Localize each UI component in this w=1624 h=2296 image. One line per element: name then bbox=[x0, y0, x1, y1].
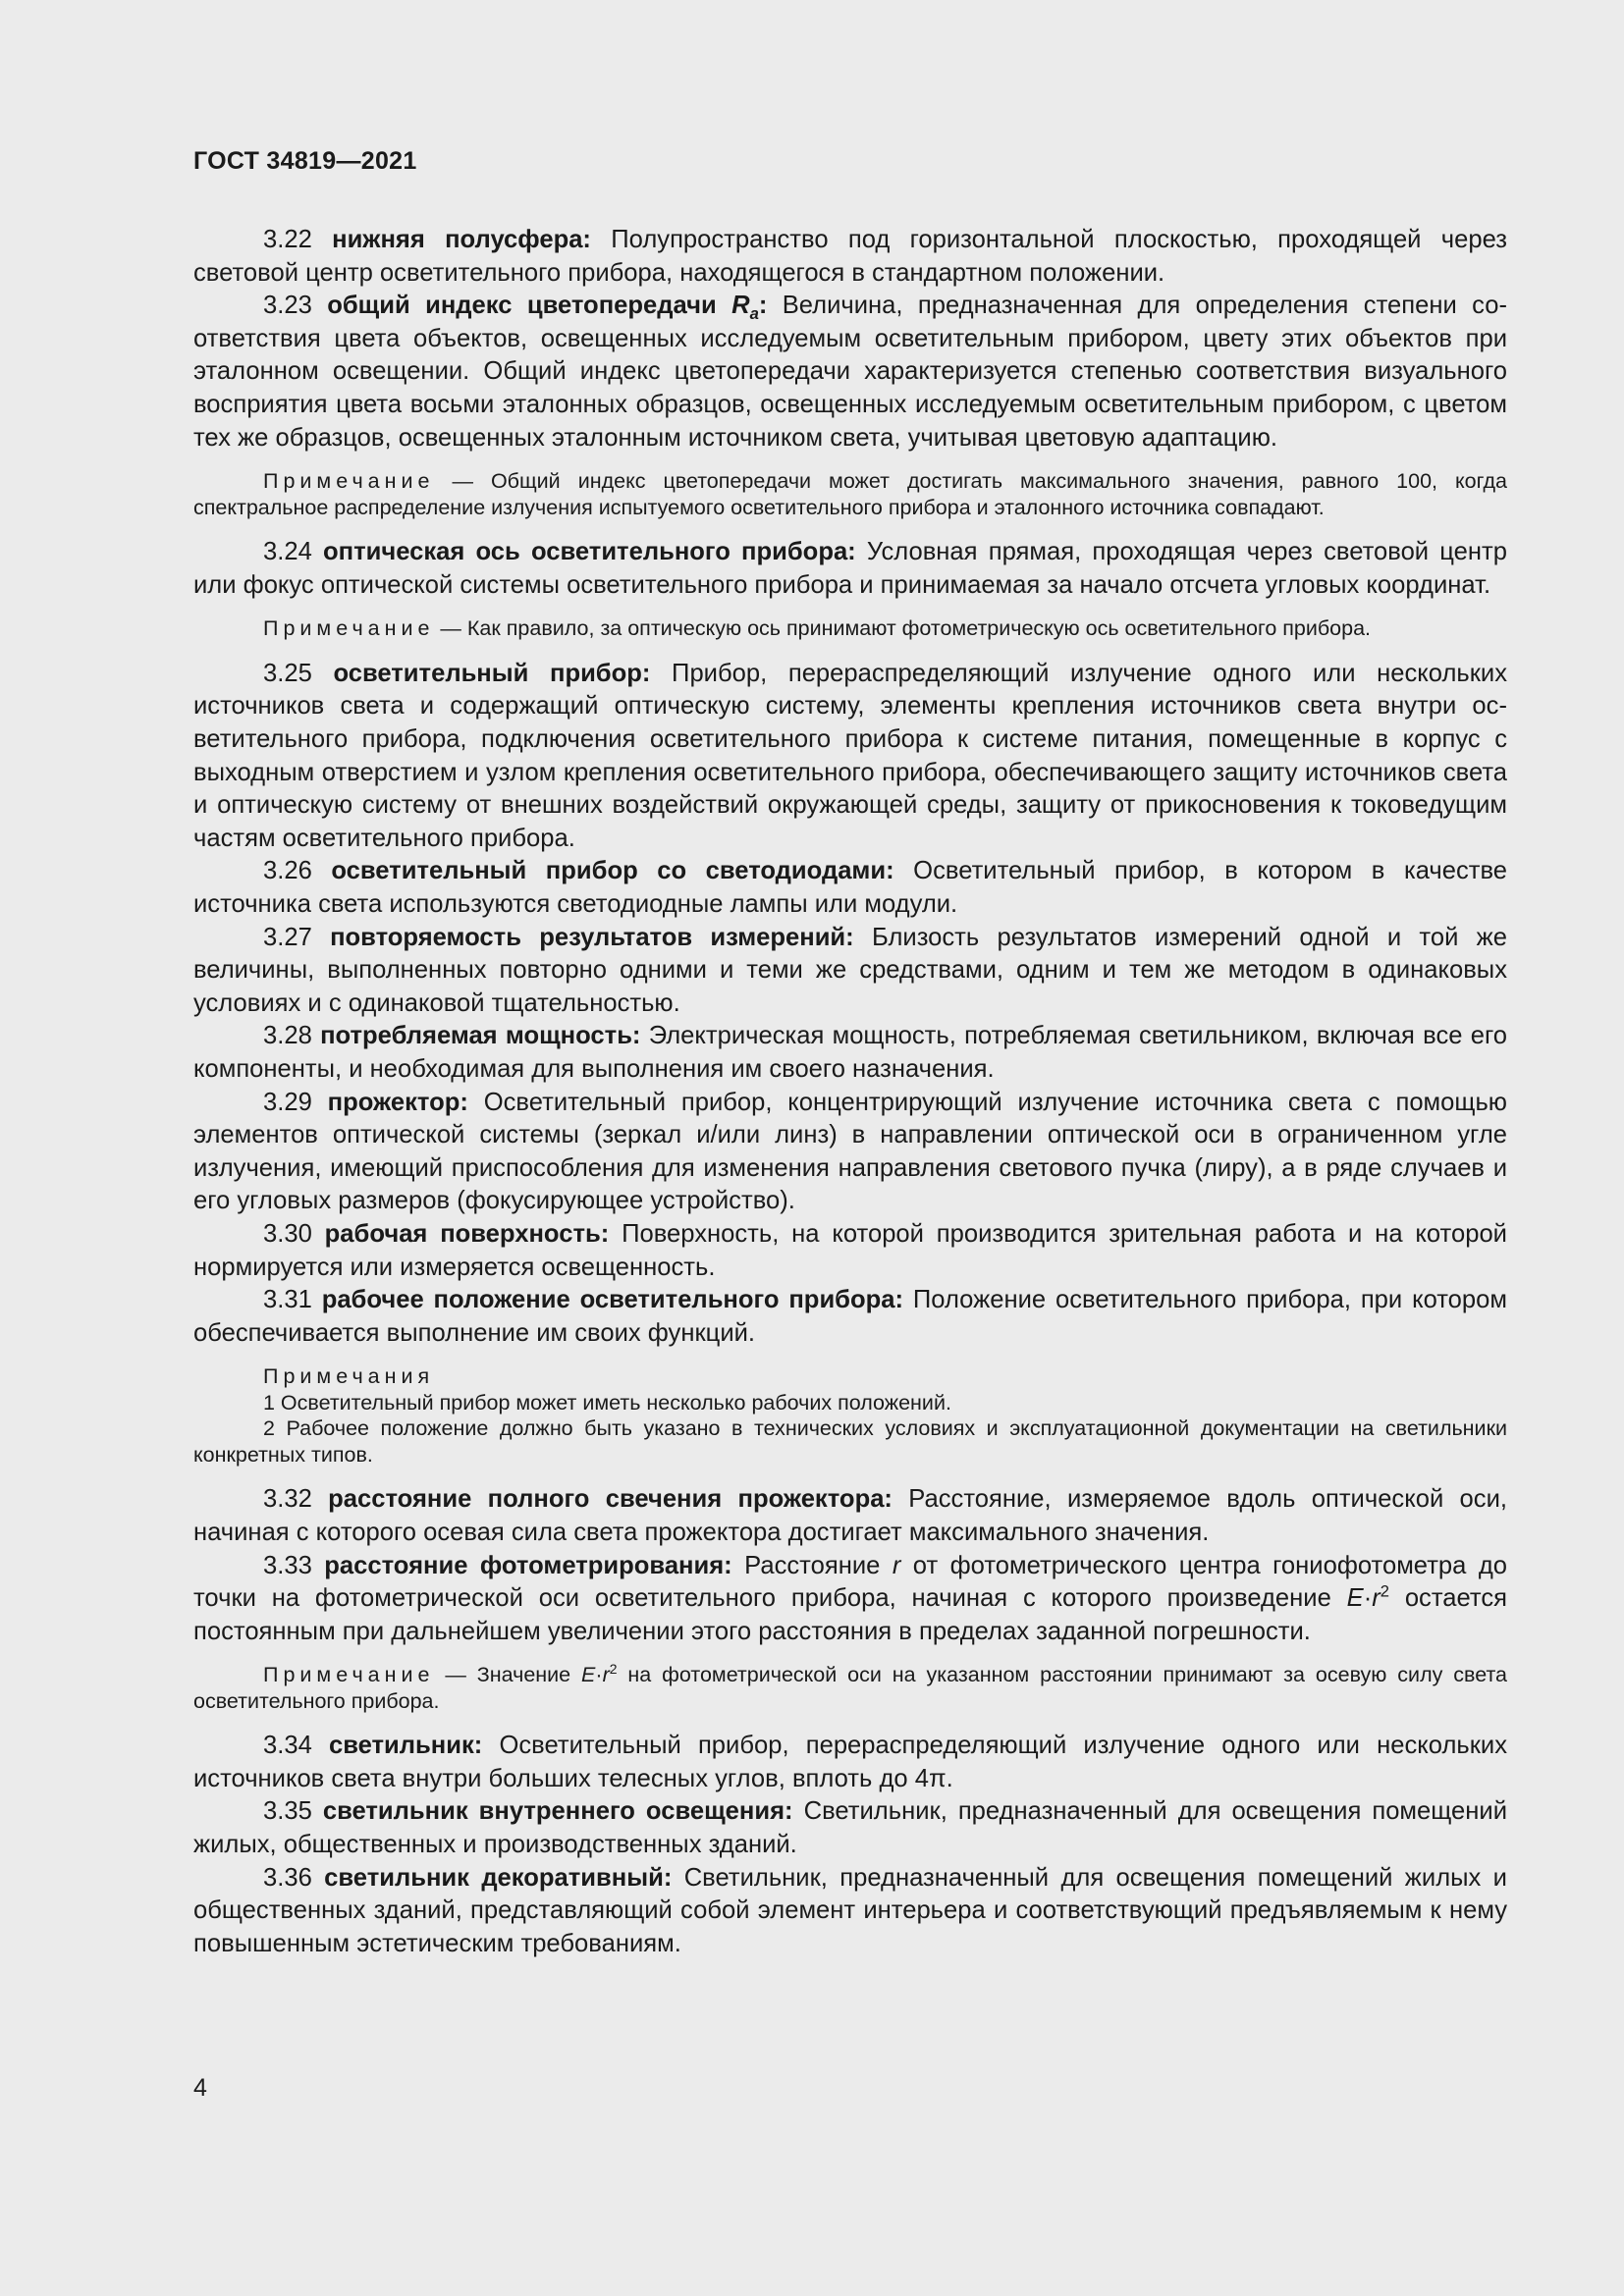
notes-3-31 bbox=[193, 1363, 1507, 1468]
entry-number: 3.31 bbox=[263, 1286, 322, 1314]
note-3-23 bbox=[193, 468, 1507, 520]
note-part-b: на фотометрической оси на указанном расстоянии принимают за осевую силу света осветительного прибора. bbox=[193, 1663, 1508, 1713]
definition-part-b: от фотометрического центра гониофотометра до точки на фотометрической оси осветительного прибора, начиная с которого произведение bbox=[193, 1551, 1507, 1613]
entry-term: осветительный прибор: bbox=[333, 659, 651, 687]
entry-number: 3.34 bbox=[263, 1732, 329, 1760]
entry-number: 3.22 bbox=[263, 226, 333, 253]
entry-3-31 bbox=[193, 1284, 1507, 1350]
entry-term: светильник внутреннего освещения: bbox=[322, 1797, 793, 1826]
definition-part-c: остается постоянным при дальнейшем увеличении этого расстояния в пределах заданной погрешности. bbox=[193, 1584, 1507, 1645]
entry-definition: Положение осветительного прибора, при котором обеспечивается выполнение им своих функций. bbox=[193, 1286, 1507, 1347]
entry-definition: Поверхность, на которой производится зрительная работа и на которой нормируется или измеряется освещенность. bbox=[193, 1219, 1507, 1281]
entry-definition: Электрическая мощность, потребляемая светильником, включая все его компоненты, и необходимая для выполнения им своего назначения. bbox=[193, 1022, 1507, 1083]
note-item-1: 1 Осветительный прибор может иметь несколько рабочих положений. bbox=[263, 1390, 951, 1415]
entry-number: 3.27 bbox=[263, 923, 331, 951]
entry-term: светильник: bbox=[328, 1732, 483, 1760]
entry-3-27 bbox=[193, 922, 1507, 1021]
entry-number: 3.24 bbox=[263, 538, 323, 566]
entry-term: расстояние фотометрирования: bbox=[324, 1551, 732, 1579]
entry-3-36 bbox=[193, 1862, 1507, 1961]
symbol-E: E bbox=[581, 1663, 596, 1687]
entry-number: 3.30 bbox=[263, 1219, 325, 1248]
entry-number: 3.33 bbox=[263, 1551, 325, 1579]
term-colon: : bbox=[758, 292, 768, 320]
note-label: Примечание bbox=[263, 1663, 435, 1687]
entry-3-33 bbox=[193, 1550, 1507, 1649]
note-label: Примечание bbox=[263, 469, 435, 494]
entry-definition: Расстояние, измеряемое вдоль оптической оси, начиная с которого осевая сила света прожектора достигает максимального значения. bbox=[193, 1485, 1507, 1546]
entry-definition: Близость результатов измерений одной и той же величины, выполненных повторно одними и теми же средствами, одним и тем же методом в одинаковых условиях и с одинаковой тщательностью. bbox=[193, 923, 1508, 1017]
entry-definition: Светильник, предназначенный для освещения помещений жилых и общественных зданий, представляющий собой элемент интерьера и соответствующий предъявляемым к нему повышенным эстетическим требованиям. bbox=[193, 1863, 1507, 1957]
entry-definition: Прибор, перераспределяющий излучение одного или нескольких источников света и содержащий оптическую систему, элементы крепления источников света внутри осветительного прибора, подключения осветительного прибора к системе питания, помещенные в корпус с выходным отверстием и узлом крепления осветительного прибора, обеспечивающего защиту источников света и оптическую систему от внешних воздействий окружающей среды, защиту от прикосновения к токоведущим частям осветительного прибора. bbox=[193, 659, 1507, 852]
entry-definition: Величина, предназначенная для определения степени соответствия цвета объектов, освещенных исследуемым осветительным прибором, цвету этих объектов при эталонном освещении. Общий индекс цветопередачи характеризуется степенью соответствия визуального восприятия цвета восьми эталонных образцов, освещенных исследуемым осветительным прибором, с цветом тех же образцов, освещенных эталонным источником света, учитывая цветовую адаптацию. bbox=[193, 292, 1507, 452]
entry-number: 3.28 bbox=[263, 1022, 321, 1050]
note-label: Примечание bbox=[263, 616, 435, 641]
note-3-24 bbox=[193, 615, 1507, 642]
entry-number: 3.35 bbox=[263, 1797, 323, 1826]
note-text: — Как правило, за оптическую ось принимают фотометрическую ось осветительного прибора. bbox=[434, 616, 1372, 641]
entry-number: 3.23 bbox=[263, 292, 328, 320]
entry-3-32 bbox=[193, 1483, 1507, 1549]
note-part-a: — Значение bbox=[434, 1663, 582, 1687]
entry-3-30 bbox=[193, 1218, 1507, 1284]
entry-term: расстояние полного свечения прожектора: bbox=[328, 1485, 893, 1514]
middle-dot: · bbox=[595, 1663, 603, 1687]
note-3-33 bbox=[193, 1662, 1507, 1714]
definition-part-a: Расстояние bbox=[731, 1551, 893, 1579]
superscript-2: 2 bbox=[609, 1661, 618, 1678]
page-number: 4 bbox=[193, 2074, 207, 2102]
entry-term: оптическая ось осветительного прибора: bbox=[323, 538, 856, 566]
symbol-r: r bbox=[602, 1663, 610, 1687]
entry-number: 3.36 bbox=[263, 1863, 325, 1892]
entry-definition: Осветительный прибор, перераспределяющий излучение одного или нескольких источников света внутри больших телесных углов, вплоть до 4π. bbox=[193, 1732, 1507, 1792]
entry-definition: Осветительный прибор, в котором в качестве источника света используются светодиодные лампы или модули. bbox=[193, 857, 1508, 918]
entry-3-35 bbox=[193, 1795, 1507, 1861]
notes-label: Примечания bbox=[263, 1364, 435, 1389]
entry-term: прожектор: bbox=[327, 1088, 468, 1116]
term-text: общий индекс цветопередачи bbox=[327, 292, 732, 320]
entry-3-22 bbox=[193, 224, 1507, 290]
entry-definition: Осветительный прибор, концентрирующий излучение источника света с помощью элементов оптической системы (зеркал и/или линз) в направлении оптической оси в ограниченном угле излучения, имеющий приспособления для изменения направления светового пучка (лиру), а в ряде случаев и его угловых размеров (фокусирующее устройство). bbox=[193, 1088, 1507, 1215]
entry-3-28 bbox=[193, 1020, 1507, 1086]
entry-term: повторяемость результатов измерений: bbox=[330, 923, 854, 951]
symbol-E: E bbox=[1346, 1584, 1364, 1613]
entry-3-25 bbox=[193, 658, 1507, 856]
entry-definition: Полупространство под горизонтальной плоскостью, проходящей через световой центр осветительного прибора, находящегося в стандартном положении. bbox=[193, 226, 1507, 287]
entry-term: светильник декоративный: bbox=[324, 1863, 673, 1892]
symbol-r: r bbox=[892, 1551, 901, 1579]
entry-term: рабочая поверхность: bbox=[324, 1219, 610, 1248]
term-symbol: R bbox=[731, 292, 750, 320]
note-text: — Общий индекс цветопередачи может достигать максимального значения, равного 100, когда спектральное распределение излучения испытуемого осветительного прибора и эталонного источника совпадают. bbox=[193, 469, 1507, 519]
entry-3-34 bbox=[193, 1730, 1507, 1795]
entry-number: 3.25 bbox=[263, 659, 334, 687]
entry-term: нижняя полусфера: bbox=[332, 226, 591, 253]
note-item-2: 2 Рабочее положение должно быть указано в технических условиях и эксплуатационной документации на светильники конкретных типов. bbox=[193, 1416, 1507, 1467]
entry-3-26 bbox=[193, 855, 1507, 921]
document-code: ГОСТ 34819—2021 bbox=[193, 147, 417, 175]
entry-number: 3.29 bbox=[263, 1088, 328, 1116]
superscript-2: 2 bbox=[1380, 1581, 1390, 1601]
middle-dot: · bbox=[1363, 1584, 1373, 1613]
entry-3-29 bbox=[193, 1087, 1507, 1218]
entry-3-23 bbox=[193, 290, 1507, 454]
document-body bbox=[193, 224, 1507, 1960]
entry-3-24 bbox=[193, 536, 1507, 602]
entry-definition: Условная прямая, проходящая через световой центр или фокус оптической системы осветительного прибора и принимаемая за начало отсчета угловых координат. bbox=[193, 538, 1507, 599]
entry-term: потребляемая мощность: bbox=[320, 1022, 641, 1050]
entry-term: осветительный прибор со светодиодами: bbox=[331, 857, 894, 885]
entry-number: 3.32 bbox=[263, 1485, 329, 1514]
symbol-r: r bbox=[1372, 1584, 1380, 1613]
entry-definition: Светильник, предназначенный для освещения помещений жилых, общественных и производственных зданий. bbox=[193, 1797, 1507, 1859]
entry-term: рабочее положение осветительного прибора: bbox=[321, 1286, 904, 1314]
entry-number: 3.26 bbox=[263, 857, 332, 885]
term-subscript: a bbox=[749, 304, 759, 324]
entry-term bbox=[327, 292, 768, 324]
